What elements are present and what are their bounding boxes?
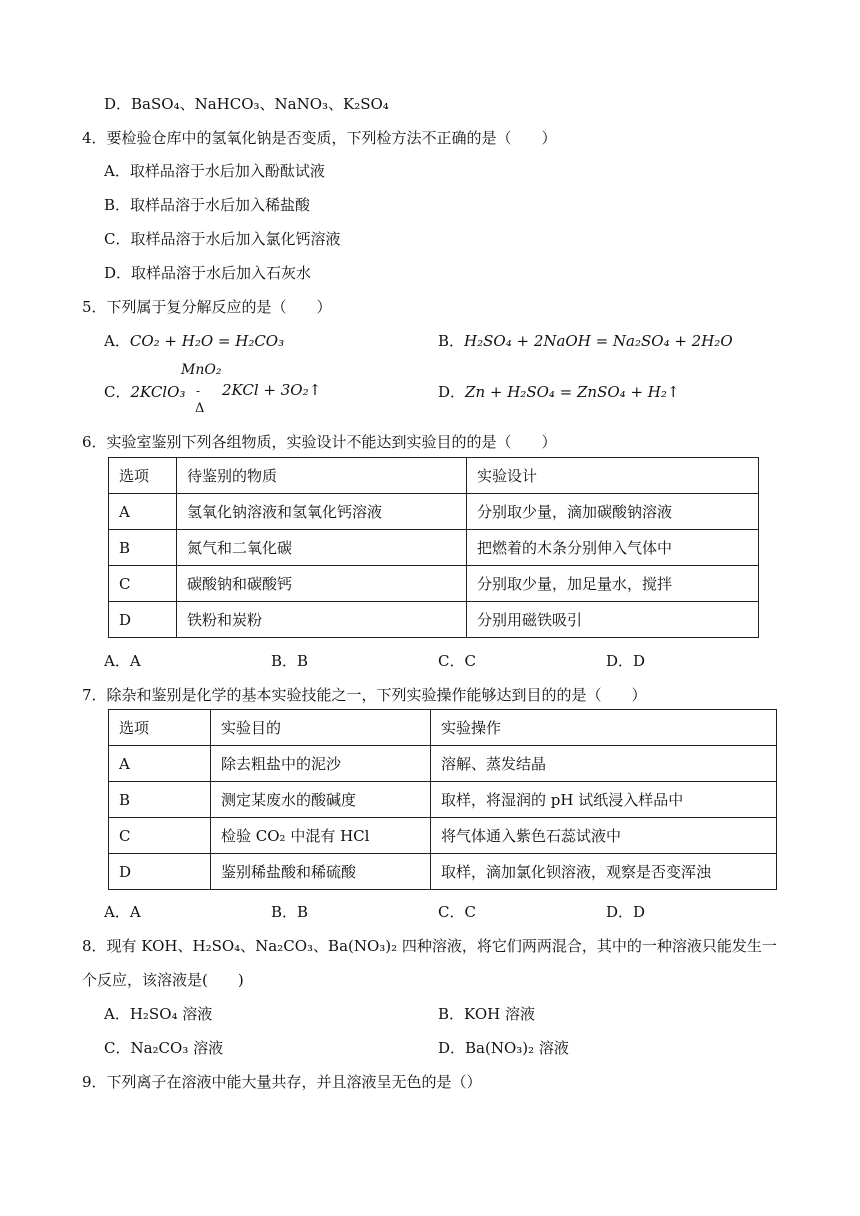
table-cell: 碳酸钠和碳酸钙 bbox=[177, 566, 467, 602]
q5-heat-symbol: Δ bbox=[195, 401, 205, 416]
q5-equation-b: H₂SO₄ + 2NaOH = Na₂SO₄ + 2H₂O bbox=[464, 332, 733, 350]
q6-answer-b: B．B bbox=[271, 652, 309, 670]
q9-stem: 9．下列离子在溶液中能大量共存，并且溶液呈无色的是（） bbox=[82, 1073, 482, 1091]
q6-table bbox=[108, 457, 759, 638]
q4-option-c: C．取样品溶于水后加入氯化钙溶液 bbox=[104, 230, 341, 248]
table-cell: 除去粗盐中的泥沙 bbox=[211, 746, 431, 782]
q7-table bbox=[108, 709, 777, 890]
table-cell: 把燃着的木条分别伸入气体中 bbox=[467, 530, 759, 566]
q7-stem: 7．除杂和鉴别是化学的基本实验技能之一，下列实验操作能够达到目的的是（ ） bbox=[82, 686, 647, 704]
q7-answer-a: A．A bbox=[104, 903, 141, 921]
table-row bbox=[109, 566, 759, 602]
q5-equation-a: CO₂ + H₂O = H₂CO₃ bbox=[129, 332, 285, 350]
table-cell: B bbox=[109, 782, 211, 818]
q5-option-c-label: C． bbox=[104, 383, 131, 401]
table-cell: 氮气和二氧化碳 bbox=[177, 530, 467, 566]
q6-answer-c: C．C bbox=[438, 652, 476, 670]
q4-option-b: B．取样品溶于水后加入稀盐酸 bbox=[104, 196, 311, 214]
q4-stem: 4．要检验仓库中的氢氧化钠是否变质，下列检方法不正确的是（ ） bbox=[82, 129, 557, 147]
table-row bbox=[109, 818, 777, 854]
q5-option-a bbox=[104, 330, 284, 351]
q5-equation-d: Zn + H₂SO₄ = ZnSO₄ + H₂↑ bbox=[465, 383, 680, 401]
table-header-row bbox=[109, 710, 777, 746]
q6-answer-a: A．A bbox=[104, 652, 141, 670]
table-cell: C bbox=[109, 566, 177, 602]
q5-option-b bbox=[438, 330, 733, 351]
table-cell: 分别用磁铁吸引 bbox=[467, 602, 759, 638]
table-cell: 分别取少量，滴加碳酸钠溶液 bbox=[467, 494, 759, 530]
table-row bbox=[109, 854, 777, 890]
table-header-cell: 实验设计 bbox=[467, 458, 759, 494]
q8-stem-line1: 8．现有 KOH、H₂SO₄、Na₂CO₃、Ba(NO₃)₂ 四种溶液，将它们两两混合，其中的一种溶液只能发生一 bbox=[82, 937, 777, 955]
q7-answer-d: D．D bbox=[606, 903, 646, 921]
table-cell: 将气体通入紫色石蕊试液中 bbox=[431, 818, 777, 854]
q5-option-d bbox=[438, 381, 679, 402]
q4-option-a: A．取样品溶于水后加入酚酞试液 bbox=[104, 162, 325, 180]
q5-catalyst: MnO₂ bbox=[181, 362, 222, 378]
table-cell: B bbox=[109, 530, 177, 566]
q6-stem: 6．实验室鉴别下列各组物质，实验设计不能达到实验目的的是（ ） bbox=[82, 433, 557, 451]
table-cell: 取样，滴加氯化钡溶液，观察是否变浑浊 bbox=[431, 854, 777, 890]
table-cell: 鉴别稀盐酸和稀硫酸 bbox=[211, 854, 431, 890]
table-cell: 分别取少量，加足量水，搅拌 bbox=[467, 566, 759, 602]
table-cell: A bbox=[109, 494, 177, 530]
table-cell: 检验 CO₂ 中混有 HCl bbox=[211, 818, 431, 854]
q6-answer-d: D．D bbox=[606, 652, 646, 670]
q5-equation-c-right: 2KCl + 3O₂↑ bbox=[222, 381, 322, 399]
q8-option-a: A．H₂SO₄ 溶液 bbox=[104, 1005, 213, 1023]
q8-option-b: B．KOH 溶液 bbox=[438, 1005, 535, 1023]
table-header-cell: 选项 bbox=[109, 710, 211, 746]
table-header-row bbox=[109, 458, 759, 494]
q5-reaction-arrow: - bbox=[196, 384, 201, 398]
table-row bbox=[109, 494, 759, 530]
table-cell: D bbox=[109, 602, 177, 638]
q5-option-d-label: D． bbox=[438, 383, 466, 401]
table-cell: D bbox=[109, 854, 211, 890]
table-header-cell: 待鉴别的物质 bbox=[177, 458, 467, 494]
q8-option-d: D．Ba(NO₃)₂ 溶液 bbox=[438, 1039, 569, 1057]
q7-answer-b: B．B bbox=[271, 903, 309, 921]
q5-option-c bbox=[104, 381, 185, 402]
q8-option-c: C．Na₂CO₃ 溶液 bbox=[104, 1039, 224, 1057]
table-row bbox=[109, 782, 777, 818]
q5-stem: 5．下列属于复分解反应的是（ ） bbox=[82, 298, 332, 316]
table-cell: 溶解、蒸发结晶 bbox=[431, 746, 777, 782]
q4-option-d: D．取样品溶于水后加入石灰水 bbox=[104, 264, 312, 282]
table-header-cell: 实验操作 bbox=[431, 710, 777, 746]
table-row bbox=[109, 746, 777, 782]
table-cell: A bbox=[109, 746, 211, 782]
table-cell: 氢氧化钠溶液和氢氧化钙溶液 bbox=[177, 494, 467, 530]
table-cell: C bbox=[109, 818, 211, 854]
table-cell: 测定某废水的酸碱度 bbox=[211, 782, 431, 818]
q5-option-a-label: A． bbox=[104, 332, 130, 350]
q3-option-d: D．BaSO₄、NaHCO₃、NaNO₃、K₂SO₄ bbox=[104, 95, 389, 113]
q5-equation-c-left: 2KClO₃ bbox=[130, 383, 186, 401]
q7-answer-c: C．C bbox=[438, 903, 476, 921]
table-row bbox=[109, 602, 759, 638]
table-cell: 铁粉和炭粉 bbox=[177, 602, 467, 638]
table-header-cell: 实验目的 bbox=[211, 710, 431, 746]
q5-option-b-label: B． bbox=[438, 332, 465, 350]
table-header-cell: 选项 bbox=[109, 458, 177, 494]
table-row bbox=[109, 530, 759, 566]
q8-stem-line2: 个反应，该溶液是( ) bbox=[82, 971, 244, 989]
table-cell: 取样，将湿润的 pH 试纸浸入样品中 bbox=[431, 782, 777, 818]
